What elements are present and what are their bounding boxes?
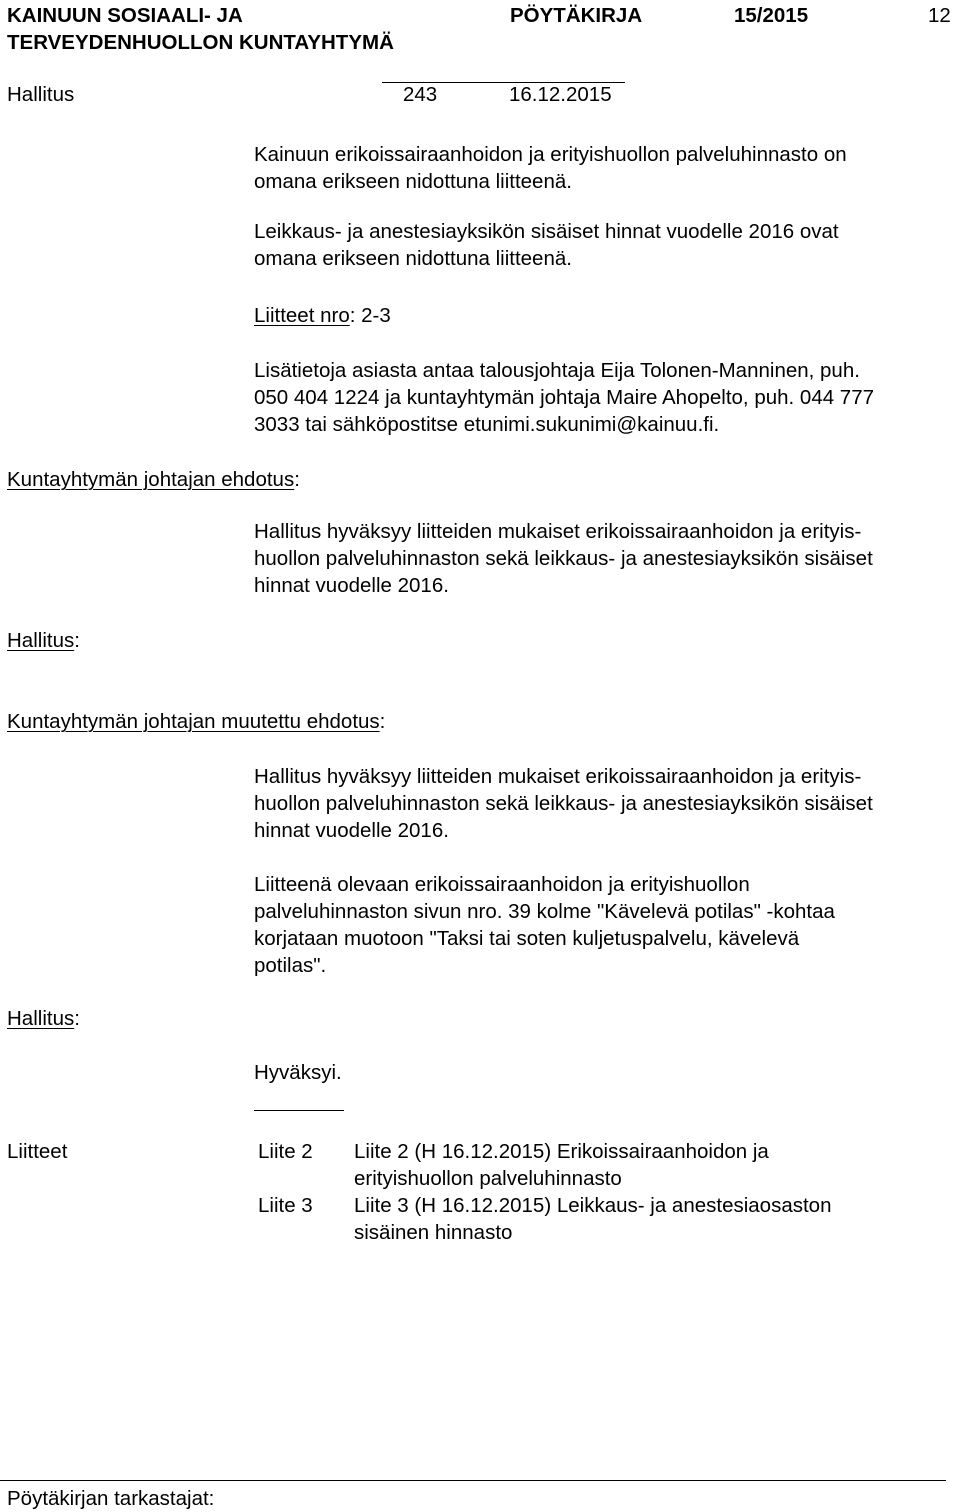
attachment-description: Liite 3 (H 16.12.2015) Leikkaus- ja anestesiaosaston sisäinen hinnasto	[354, 1194, 832, 1244]
internal-prices-paragraph: Leikkaus- ja anestesiayksikön sisäiset hinnat vuodelle 2016 ovat omana erikseen nidottuna liitteenä.	[254, 220, 839, 270]
decision-rule	[254, 1110, 344, 1111]
meeting-body: Hallitus	[7, 83, 75, 106]
attachments-reference: Liitteet nro: 2-3	[254, 304, 391, 327]
section-number: 243	[403, 83, 438, 106]
proposal-label: Kuntayhtymän johtajan ehdotus:	[7, 468, 300, 491]
attachment-id: Liite 3	[258, 1194, 313, 1217]
modified-proposal-label: Kuntayhtymän johtajan muutettu ehdotus:	[7, 710, 386, 733]
board-decision-label: Hallitus:	[7, 1007, 80, 1030]
page-number: 12	[928, 4, 951, 27]
modified-proposal-correction: Liitteenä olevaan erikoissairaanhoidon ja erityishuollon palveluhinnaston sivun nro. 39 kolme "Kävelevä potilas" -kohtaa korjataan muotoon "Taksi tai soten kuljetuspalvelu, kävelevä potilas".	[254, 873, 835, 977]
contact-info-paragraph: Lisätietoja asiasta antaa talousjohtaja Eija Tolonen-Manninen, puh. 050 404 1224 ja kuntayhtymän johtaja Maire Ahopelto, puh. 044 777 3033 tai sähköpostitse etunimi.sukunimi@kainuu.fi.	[254, 359, 875, 436]
attachment-description: Liite 2 (H 16.12.2015) Erikoissairaanhoidon ja erityishuollon palveluhinnasto	[354, 1140, 769, 1190]
modified-proposal-text: Hallitus hyväksyy liitteiden mukaiset erikoissairaanhoidon ja erityis- huollon palveluhinnaston sekä leikkaus- ja anestesiayksikön sisäiset hinnat vuodelle 2016.	[254, 765, 873, 842]
document-type: PÖYTÄKIRJA	[510, 4, 643, 27]
attachments-label: Liitteet	[7, 1140, 68, 1163]
meeting-date: 16.12.2015	[509, 83, 612, 106]
reviewers-label: Pöytäkirjan tarkastajat:	[7, 1487, 215, 1510]
footer-rule	[0, 1480, 946, 1481]
organization-name-line1: KAINUUN SOSIAALI- JA	[7, 4, 243, 27]
organization-name-line2: TERVEYDENHUOLLON KUNTAYHTYMÄ	[7, 31, 394, 54]
attachment-id: Liite 2	[258, 1140, 313, 1163]
proposal-text: Hallitus hyväksyy liitteiden mukaiset erikoissairaanhoidon ja erityis- huollon palveluhinnaston sekä leikkaus- ja anestesiayksikön sisäiset hinnat vuodelle 2016.	[254, 520, 873, 597]
decision-text: Hyväksyi.	[254, 1061, 342, 1084]
board-label: Hallitus:	[7, 629, 80, 652]
price-list-paragraph: Kainuun erikoissairaanhoidon ja erityishuollon palveluhinnasto on omana erikseen nidottuna liitteenä.	[254, 143, 847, 193]
document-number: 15/2015	[734, 4, 809, 27]
